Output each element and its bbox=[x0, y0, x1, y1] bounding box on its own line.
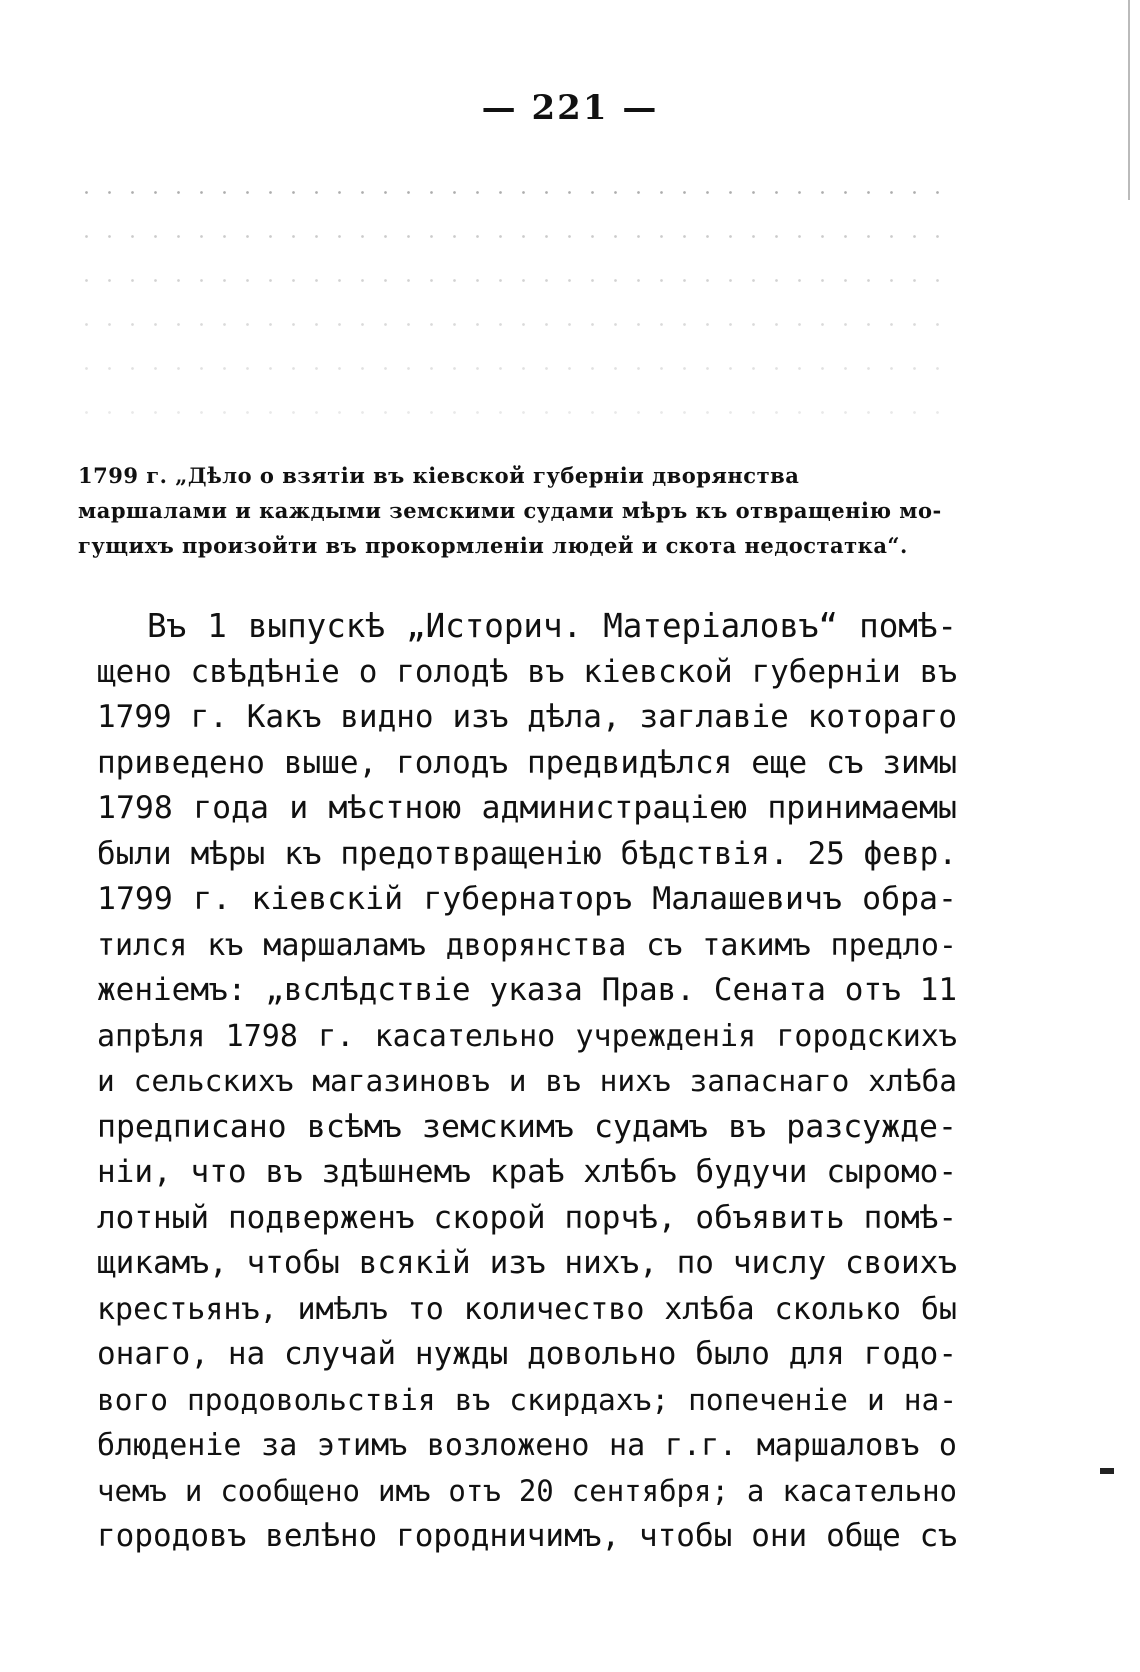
body-line: были мѣры къ предотвращенію бѣдствія. 25 февр. bbox=[97, 835, 957, 872]
body-line: чемъ и сообщено имъ отъ 20 сентября; а касательно bbox=[97, 1473, 957, 1508]
body-line: тился къ маршаламъ дворянства съ такимъ предло- bbox=[97, 927, 957, 963]
body-line: апрѣля 1798 г. касательно учрежденія городскихъ bbox=[97, 1018, 957, 1054]
body-line: городовъ велѣно городничимъ, чтобы они обще съ bbox=[97, 1518, 957, 1554]
body-paragraph bbox=[97, 604, 957, 1560]
body-line: женіемъ: „вслѣдствіе указа Прав. Сената отъ 11 bbox=[97, 972, 957, 1008]
page-number: — 221 — bbox=[481, 88, 659, 128]
margin-mark bbox=[1100, 1468, 1114, 1474]
body-line: Въ 1 выпускѣ „Историч. Матеріаловъ“ помѣ- bbox=[147, 607, 957, 645]
show-through-text-area bbox=[75, 170, 945, 430]
show-through-line bbox=[75, 170, 945, 214]
show-through-line bbox=[75, 214, 945, 258]
body-line: щикамъ, чтобы всякій изъ нихъ, по числу своихъ bbox=[97, 1245, 957, 1281]
heading-line: маршалами и каждыми земскими судами мѣръ къ отвращенію мо- bbox=[78, 498, 942, 523]
body-line: онаго, на случай нужды довольно было для годо- bbox=[97, 1336, 957, 1372]
show-through-line bbox=[75, 302, 945, 346]
section-heading bbox=[78, 458, 956, 563]
body-line: крестьянъ, имѣлъ то количество хлѣба сколько бы bbox=[97, 1291, 957, 1327]
body-line: ніи, что въ здѣшнемъ краѣ хлѣбъ будучи сыромо- bbox=[97, 1154, 957, 1190]
body-line: предписано всѣмъ земскимъ судамъ въ разсужде- bbox=[97, 1108, 957, 1145]
show-through-line bbox=[75, 258, 945, 302]
body-line: блюденіе за этимъ возложено на г.г. маршаловъ о bbox=[97, 1428, 957, 1463]
body-line: 1799 г. кіевскій губернаторъ Малашевичъ обра- bbox=[97, 881, 957, 917]
heading-line: 1799 г. „Дѣло о взятіи въ кіевской губерніи дворянства bbox=[78, 463, 800, 488]
body-line: щено свѣдѣніе о голодѣ въ кіевской губерніи въ bbox=[97, 653, 957, 690]
heading-line: гущихъ произойти въ прокормленіи людей и скота недостатка“. bbox=[78, 533, 908, 558]
body-line: лотный подверженъ скорой порчѣ, объявить помѣ- bbox=[97, 1199, 957, 1236]
body-line: вого продовольствія въ скирдахъ; попеченіе и на- bbox=[97, 1382, 957, 1417]
body-line: 1798 года и мѣстною администраціею принимаемы bbox=[97, 790, 957, 826]
show-through-line bbox=[75, 390, 945, 434]
body-line: и сельскихъ магазиновъ и въ нихъ запаснаго хлѣба bbox=[97, 1064, 957, 1098]
body-line: приведено выше, голодъ предвидѣлся еще съ зимы bbox=[97, 744, 957, 781]
show-through-line bbox=[75, 346, 945, 390]
body-line: 1799 г. Какъ видно изъ дѣла, заглавіе котораго bbox=[97, 699, 957, 735]
